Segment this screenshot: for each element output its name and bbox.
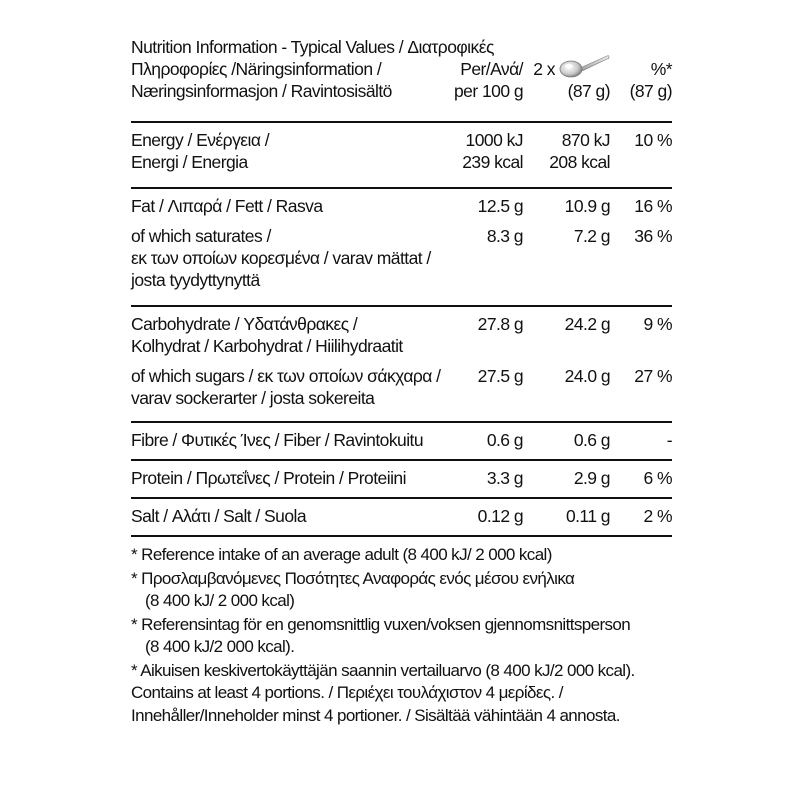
sugars-label-1: of which sugars / εκ των οποίων σάκχαρα /: [131, 366, 441, 386]
salt-portion: 0.11 g: [565, 506, 610, 526]
spoon-icon: [558, 53, 610, 79]
fat-portion: 10.9 g: [564, 196, 610, 216]
sugars-label-2: varav sockerarter / josta sokereita: [131, 388, 375, 408]
divider: [131, 535, 672, 537]
footnote-fi: * Aikuisen keskivertokäyttäjän saannin vertailuarvo (8 400 kJ/2 000 kcal).: [131, 660, 635, 680]
fat-per100: 12.5 g: [477, 196, 523, 216]
header-line-2: Πληροφορίες /Näringsinformation /: [131, 59, 382, 79]
salt-pct: 2 %: [643, 506, 672, 526]
energy-pct: 10 %: [634, 130, 672, 150]
footnote-el-1: * Προσλαμβανόμενες Ποσότητες Αναφοράς ενός μέσου ενήλικα: [131, 568, 575, 588]
footnote-sv-2: (8 400 kJ/2 000 kcal).: [145, 637, 295, 656]
sugars-portion: 24.0 g: [564, 366, 610, 386]
salt-label: Salt / Αλάτι / Salt / Suola: [131, 506, 307, 526]
percent-header: [610, 36, 672, 121]
energy-label-1: Energy / Ενέργεια /: [131, 130, 270, 150]
saturates-portion: 7.2 g: [573, 226, 610, 246]
fat-label: Fat / Λιπαρά / Fett / Rasva: [131, 196, 323, 216]
energy-per100-kj: 1000 kJ: [465, 130, 523, 150]
percent-weight: (87 g): [629, 81, 672, 101]
fibre-portion: 0.6 g: [573, 430, 610, 450]
saturates-label-1: of which saturates /: [131, 226, 271, 246]
percent-label: %*: [650, 59, 672, 79]
table-row-saturates: [131, 225, 672, 305]
per-label: Per/Ανά/: [460, 59, 523, 79]
header-line-3: Næringsinformasjon / Ravintosisältö: [131, 81, 392, 101]
protein-label: Protein / Πρωτεΐνες / Protein / Proteiini: [131, 468, 406, 488]
energy-portion-kj: 870 kJ: [561, 130, 610, 150]
footnotes: [131, 544, 672, 727]
energy-label-2: Energi / Energia: [131, 152, 248, 172]
table-row-carbohydrate: [131, 307, 672, 365]
fibre-per100: 0.6 g: [486, 430, 523, 450]
saturates-pct: 36 %: [634, 226, 672, 246]
portions-note-1: Contains at least 4 portions. / Περιέχει τουλάχιστον 4 μερίδες. /: [131, 683, 563, 702]
protein-portion: 2.9 g: [573, 468, 610, 488]
table-row-protein: [131, 461, 672, 497]
table-row-fat: [131, 189, 672, 225]
fat-pct: 16 %: [634, 196, 672, 216]
carbohydrate-label-1: Carbohydrate / Υδατάνθρακες /: [131, 314, 358, 334]
header-line-1: Nutrition Information - Typical Values / Διατροφικές: [131, 37, 494, 57]
table-row-sugars: [131, 365, 672, 421]
nutrition-table: [131, 36, 672, 727]
footnote-en: * Reference intake of an average adult (8 400 kJ/ 2 000 kcal): [131, 545, 552, 564]
footnote-sv-1: * Referensintag för en genomsnittlig vuxen/voksen gjennomsnittsperson: [131, 614, 631, 634]
footnote-el-2: (8 400 kJ/ 2 000 kcal): [145, 591, 295, 610]
saturates-label-2: εκ των οποίων κορεσμένα / varav mättat /: [131, 248, 431, 268]
per-value: per 100 g: [454, 81, 523, 101]
portion-weight: (87 g): [567, 81, 610, 101]
fibre-pct: -: [666, 430, 672, 450]
table-row-fibre: [131, 423, 672, 459]
table-row-energy: [131, 123, 672, 187]
portion-header: [523, 36, 610, 121]
sugars-pct: 27 %: [634, 366, 672, 386]
table-header: [131, 36, 672, 121]
carbohydrate-pct: 9 %: [643, 314, 672, 334]
fibre-label: Fibre / Φυτικές Ίνες / Fiber / Ravintokuitu: [131, 430, 424, 450]
portions-note-2: Innehåller/Inneholder minst 4 portioner. / Sisältää vähintään 4 annosta.: [131, 705, 620, 725]
energy-per100-kcal: 239 kcal: [462, 152, 523, 172]
sugars-per100: 27.5 g: [477, 366, 523, 386]
saturates-label-3: josta tyydyttynyttä: [131, 270, 260, 290]
carbohydrate-label-2: Kolhydrat / Karbohydrat / Hiilihydraatit: [131, 336, 403, 356]
protein-pct: 6 %: [643, 468, 672, 488]
saturates-per100: 8.3 g: [486, 226, 523, 246]
per-100g-header: [437, 36, 523, 121]
energy-portion-kcal: 208 kcal: [549, 152, 610, 172]
carbohydrate-per100: 27.8 g: [477, 314, 523, 334]
table-row-salt: [131, 499, 672, 535]
salt-per100: 0.12 g: [477, 506, 523, 526]
portion-count: 2 x: [533, 59, 555, 79]
carbohydrate-portion: 24.2 g: [564, 314, 610, 334]
protein-per100: 3.3 g: [486, 468, 523, 488]
